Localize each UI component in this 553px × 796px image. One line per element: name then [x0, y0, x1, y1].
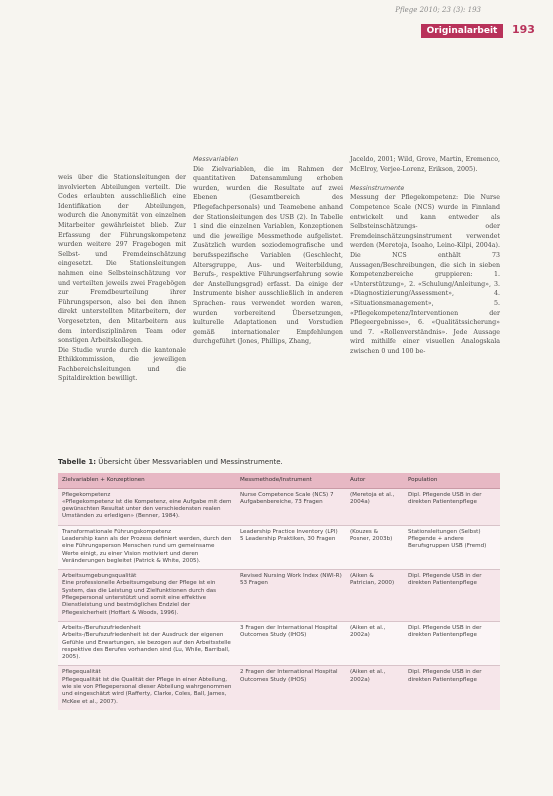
table-row [58, 525, 500, 569]
variable-definition: Leadership kann als der Prozess definiert werden, durch den eine Führungsperson Menschen rund um gemeinsame Werte einigt, zu einer Vision motiviert und deren Veränderungen begleitet (Patrick & White, 2005). [62, 535, 232, 564]
variable-definition: Arbeits-/Berufszufriedenheit ist der Ausdruck der eigenen Gefühle und Erwartungen, sie bezogen auf den Arbeitsstelle respektive des Berufes vorhanden sind (Lu, While, Barriball, 2005). [62, 632, 231, 661]
column-header: Population [404, 473, 500, 488]
table-row [58, 488, 500, 525]
variable-name: Arbeits-/Berufszufriedenheit [62, 624, 141, 631]
variable-name: Transformationale Führungskompetenz [62, 528, 172, 535]
table-cell: (Aiken et al., 2002a) [346, 621, 404, 665]
table-cell: 2 Fragen der International Hospital Outcomes Study (IHOS) [236, 666, 346, 710]
text-column-left [58, 173, 186, 384]
column-header: Autor [346, 473, 404, 488]
paragraph: Jaceldo, 2001; Wild, Grove, Martin, Eremenco, McElroy, Verjee-Lorenz, Erikson, 2005). [350, 156, 500, 173]
column-header: Messmethode/Instrument [236, 473, 346, 488]
text-column-middle [193, 155, 343, 347]
table-cell: Stationsleitungen (Selbst) Pflegende + andere Berufsgruppen USB (Fremd) [404, 525, 500, 569]
table-row [58, 570, 500, 622]
table-cell: (Meretoja et al., 2004a) [346, 488, 404, 525]
table-header-row [58, 473, 500, 488]
variable-definition: Eine professionelle Arbeitsumgebung der Pflege ist ein System, das die Leistung und Zielfunktionen durch das Pflegepersonal unterstützt und somit eine effektive Dienstleistung und bestmögliches Endziel der Pflegesicherheit (Hoffart & Woods, 1996). [62, 580, 217, 616]
table-cell: (Aiken et al., 2002a) [346, 666, 404, 710]
section-heading: Messvariablen [193, 156, 239, 163]
variable-definition: Pflegequalität ist die Qualität der Pflege in einer Abteilung, wie sie von Pflegepersonal dieser Abteilung wahrgenommen und eingeschätzt wird (Rafferty, Clarke, Coles, Ball, James, McKee et al., 2007). [62, 676, 232, 705]
measurement-table [58, 473, 500, 710]
table-cell [58, 525, 236, 569]
section-tag: Originalarbeit [421, 24, 503, 38]
page-header [0, 0, 553, 44]
table-row [58, 621, 500, 665]
table-cell: Dipl. Pflegende USB in der direkten Patientenpflege [404, 666, 500, 710]
table-caption [58, 458, 283, 466]
text-column-right [350, 155, 500, 356]
table-cell: (Aiken & Patrician, 2000) [346, 570, 404, 622]
table-caption-text: Übersicht über Messvariablen und Messinstrumente. [96, 458, 283, 466]
variable-name: Arbeitsumgebungsqualität [62, 573, 137, 580]
table-cell: Dipl. Pflegende USB in der direkten Patientenpflege [404, 488, 500, 525]
paragraph: Die Zielvariablen, die im Rahmen der quantitativen Datensammlung erhoben wurden, wurden die Resultate auf zwei Ebenen (Gesamtbereich des Pflegefachpersonals) und Teamebene anhand der Stationsleitungen des USB (2). In Tabelle 1 sind die einzelnen Variablen, Konzeptionen und die jeweilige Messmethode aufgelistet. Zusätzlich wurden soziodemografische und berufsspezifische Variablen (Geschlecht, Altersgruppe, Aus- und Weiterbildung, Berufs-, respektive Führungserfahrung sowie der Anstellungsgrad) erfasst. Da einige der Instrumente bisher ausschließlich in anderen Sprachen- raus verwendet worden waren, wurden vorbereitend Übersetzungen, kulturelle Adaptationen und Vorstudien gemäß internationaler Empfehlungen durchgeführt (Jones, Phillips, Zhang, [193, 165, 343, 346]
table-cell [58, 570, 236, 622]
table-cell [58, 621, 236, 665]
table-cell: 3 Fragen der International Hospital Outcomes Study (IHOS) [236, 621, 346, 665]
variable-definition: «Pflegekompetenz ist die Kompetenz, eine Aufgabe mit dem gewünschten Resultat unter den verschiedensten realen Umständen zu erledigen» (Benner, 1984). [62, 498, 232, 520]
paragraph: Messung der Pflegekompetenz: Die Nurse Competence Scale (NCS) wurde in Finnland entwickelt und kann entweder als Selbsteinschätzungs- oder Fremdeinschätzungsinstrument verwendet werden (Meretoja, Isoaho, Leino-Kilpi, 2004a). Die NCS enthält 73 Aussagen/Beschreibungen, die sich in sieben Kompetenzbereiche gruppieren: 1. «Unterstützung», 2. «Schulung/Anleitung», 3. «Diagnostizierung/Assessment», 4. «Situationsmanagement», 5. «Pflegekompetenz/Interventionen der Pflegeergebnisse», 6. «Qualitätssicherung» und 7. «Rollenverständnis». Jede Aussage wird mithilfe einer visuellen Analogskala zwischen 0 und 100 be- [350, 194, 500, 355]
table-cell: Dipl. Pflegende USB in der direkten Patientenpflege [404, 621, 500, 665]
table-cell [58, 488, 236, 525]
section-heading: Messinstrumente [350, 184, 405, 192]
column-header: Zielvariablen + Konzeptionen [58, 473, 236, 488]
paragraph: weis über die Stationsleitungen der involvierten Abteilungen verteilt. Die Codes erlaubten ausschließlich eine Identifikation der Abteilungen, wodurch die Anonymität von einzelnen Mitarbeiter gewährleistet blieb. Zur Erfassung der Führungskompetenz wurden weitere 297 Fragebogen mit Selbst- und Fremdeinschätzung eingesetzt. Die Stationsleitungen nahmen eine Selbsteinschätzung vor und verteilten jeweils zwei Fragebögen zur Fremdbeurteilung ihrer Führungsperson, also bei den ihnen direkt unterstellten Mitarbeitern, der Vorgesetzten, den Mitarbeitern aus dem interdisziplinären Team oder sonstigen Arbeitskollegen. [58, 174, 186, 345]
table-cell [58, 666, 236, 710]
table-cell: Leadership Practice Inventory (LPI) 5 Leadership Praktiken, 30 Fragen [236, 525, 346, 569]
paragraph: Die Studie wurde durch die kantonale Ethikkommission, die jeweiligen Fachbereichsleitungen und die Spitaldirektion bewilligt. [58, 346, 186, 383]
table-cell: Dipl. Pflegende USB in der direkten Patientenpflege [404, 570, 500, 622]
table-cell: (Kouzes & Posner, 2003b) [346, 525, 404, 569]
page-number: 193 [512, 23, 535, 36]
variable-name: Pflegekompetenz [62, 491, 111, 498]
journal-reference: Pflege 2010; 23 (3): 193 [395, 6, 481, 14]
table-cell: Nurse Competence Scale (NCS) 7 Aufgabenbereiche, 73 Fragen [236, 488, 346, 525]
table-row [58, 666, 500, 710]
variable-name: Pflegequalität [62, 669, 101, 676]
table-caption-label: Tabelle 1: [58, 458, 97, 466]
table-cell: Revised Nursing Work Index (NWI-R) 53 Fragen [236, 570, 346, 622]
spacer [350, 174, 500, 184]
